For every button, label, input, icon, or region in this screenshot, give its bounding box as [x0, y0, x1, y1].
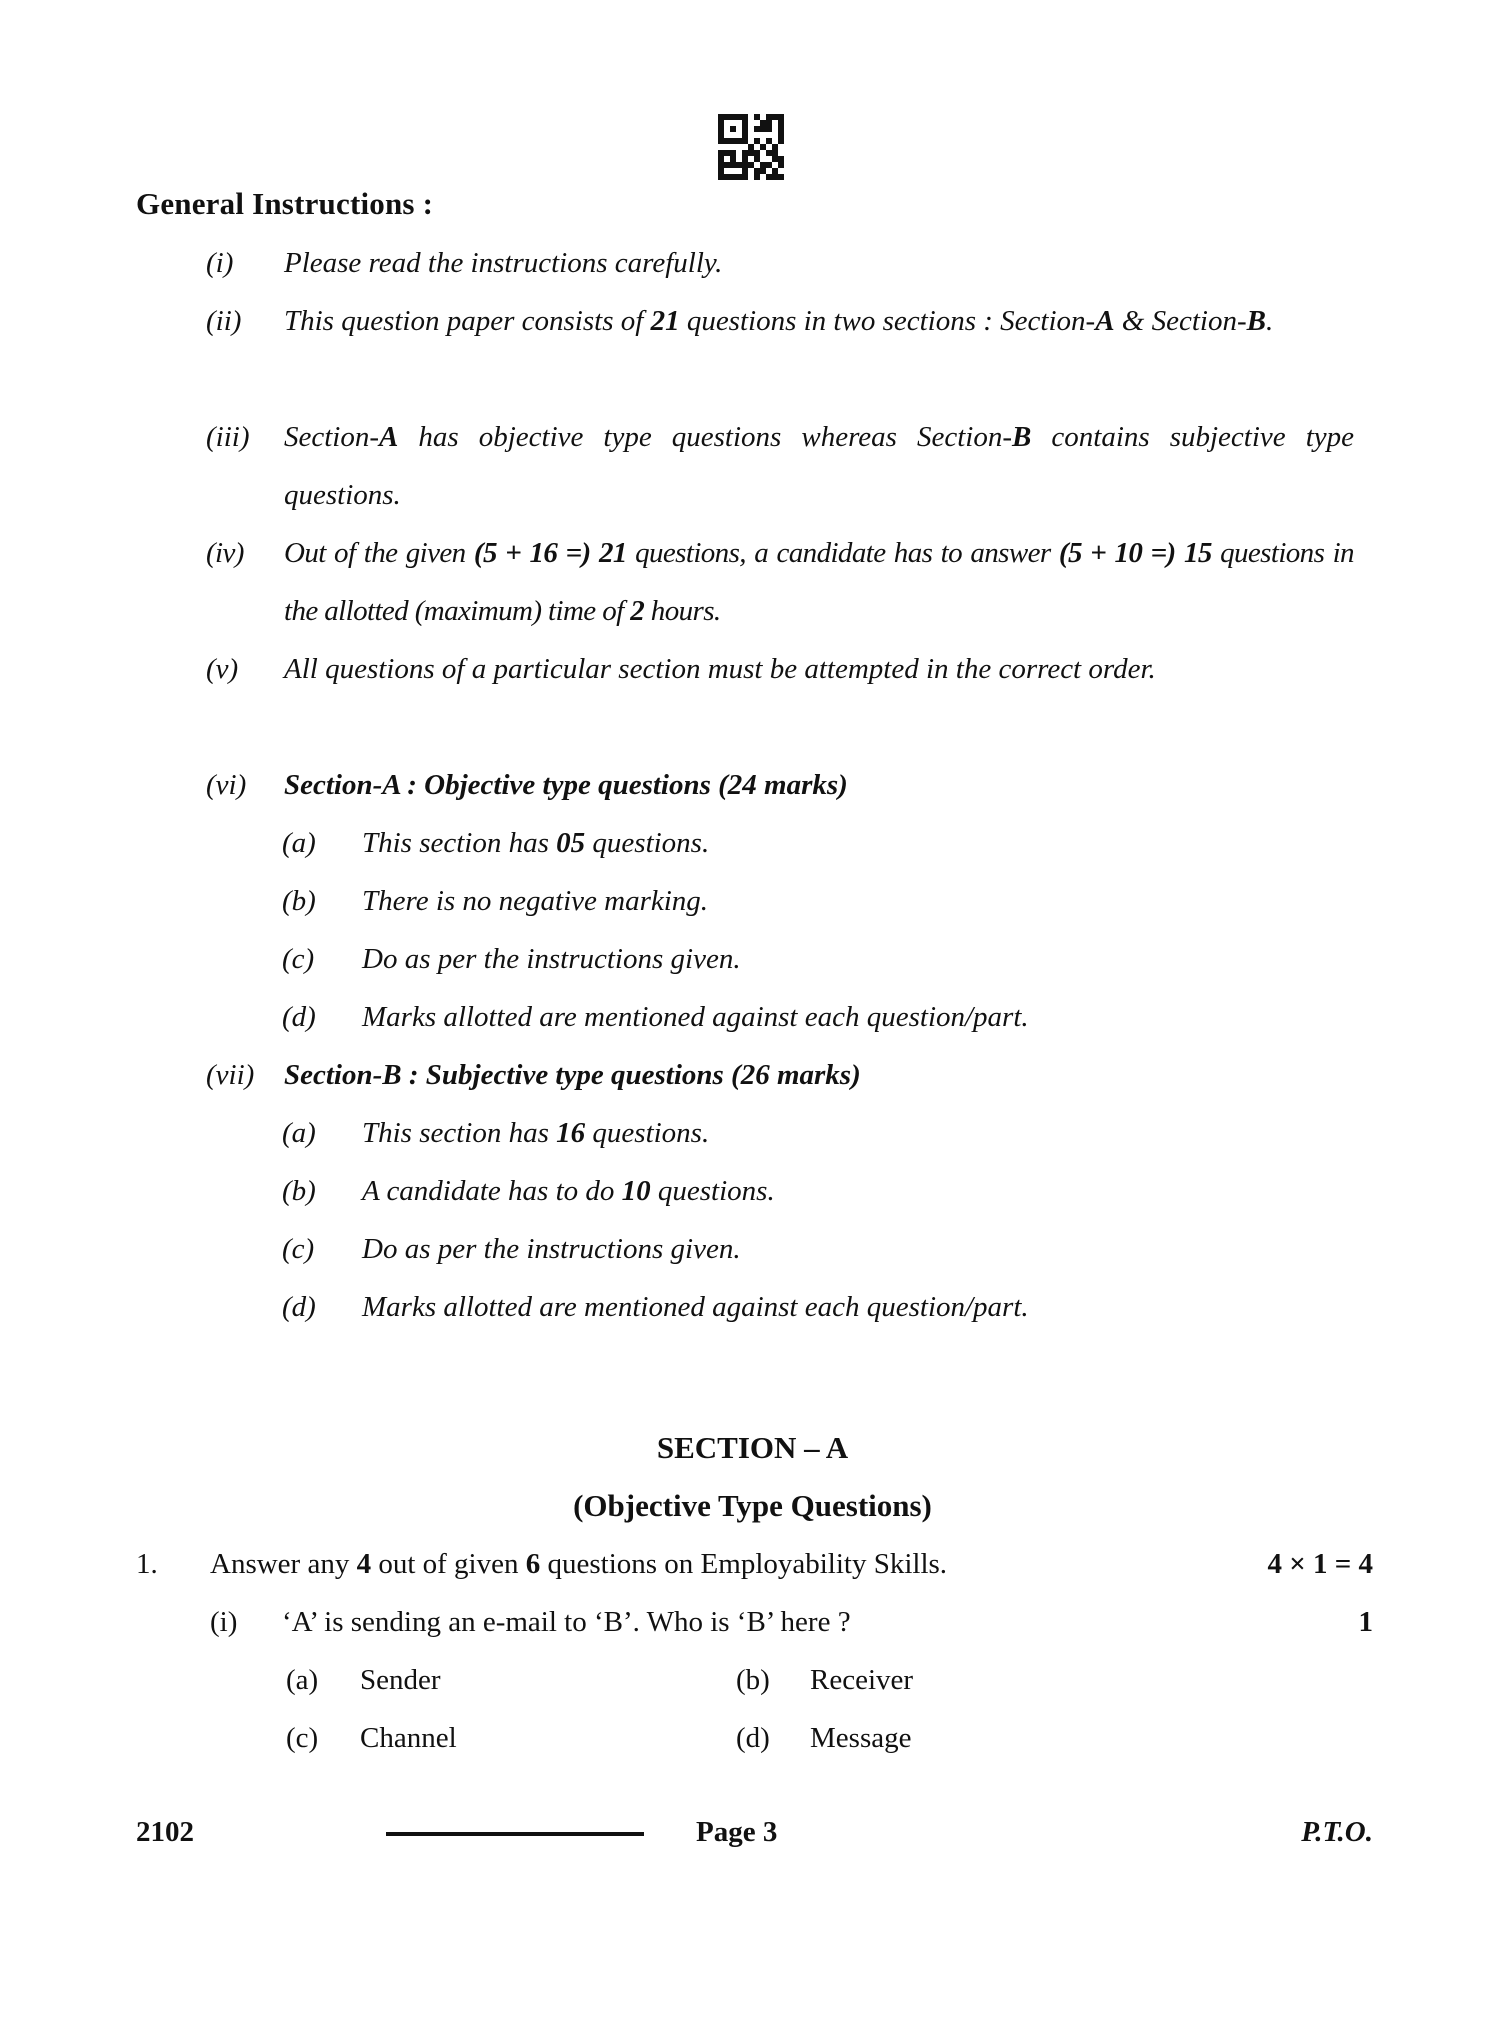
- instruction-text: All questions of a particular section must be attempted in the correct order.: [284, 653, 1156, 685]
- sub-text: A candidate has to do 10 questions.: [362, 1175, 775, 1207]
- section-subtitle: (Objective Type Questions): [573, 1488, 932, 1523]
- instruction-6: [206, 756, 1354, 814]
- sub-text: This section has 16 questions.: [362, 1117, 710, 1149]
- instruction-number: (iii): [206, 421, 250, 453]
- general-instructions-heading: General Instructions :: [136, 186, 434, 221]
- instruction-6b: [282, 872, 1282, 930]
- instruction-6d: [282, 988, 1282, 1046]
- question-marks: 4 × 1 = 4: [1267, 1548, 1373, 1580]
- footer-divider: [386, 1832, 644, 1836]
- option-d-label: (d): [736, 1722, 770, 1754]
- sub-text: This section has 05 questions.: [362, 827, 710, 859]
- instruction-3: [206, 408, 1354, 524]
- instruction-number: (i): [206, 247, 234, 279]
- option-b-label: (b): [736, 1664, 770, 1696]
- sub-text: There is no negative marking.: [362, 885, 709, 917]
- question-number: 1.: [136, 1548, 158, 1580]
- instruction-7a: [282, 1104, 1282, 1162]
- option-d-text: Message: [810, 1722, 912, 1754]
- instruction-7c: [282, 1220, 1282, 1278]
- sub-text: Do as per the instructions given.: [362, 943, 741, 975]
- option-c-text: Channel: [360, 1722, 457, 1754]
- sub-number: (b): [282, 1175, 316, 1207]
- instruction-text: Please read the instructions carefully.: [284, 247, 723, 279]
- question-text: Answer any 4 out of given 6 questions on Employability Skills.: [210, 1548, 948, 1580]
- instruction-text: Section-A has objective type questions whereas Section-B contains subjective type questions.: [284, 421, 1354, 511]
- section-b-heading: Section-B : Subjective type questions (26 marks): [284, 1059, 861, 1091]
- sub-text: Marks allotted are mentioned against each question/part.: [362, 1001, 1029, 1033]
- sub-number: (d): [282, 1001, 316, 1033]
- instruction-number: (vi): [206, 769, 247, 801]
- paper-code: 2102: [136, 1816, 194, 1848]
- sub-number: (c): [282, 943, 315, 975]
- instruction-number: (ii): [206, 305, 242, 337]
- instruction-number: (vii): [206, 1059, 255, 1091]
- section-a-heading: Section-A : Objective type questions (24 marks): [284, 769, 848, 801]
- subquestion-text: ‘A’ is sending an e-mail to ‘B’. Who is ‘B’ here ?: [282, 1606, 851, 1638]
- sub-number: (c): [282, 1233, 315, 1265]
- instruction-7: [206, 1046, 1354, 1104]
- sub-text: Do as per the instructions given.: [362, 1233, 741, 1265]
- sub-number: (a): [282, 827, 316, 859]
- instruction-5: [206, 640, 1354, 698]
- page-number: Page 3: [696, 1816, 778, 1848]
- qr-code-icon: [718, 114, 784, 180]
- sub-text: Marks allotted are mentioned against each question/part.: [362, 1291, 1029, 1323]
- instruction-1: [206, 234, 1354, 292]
- instruction-6a: [282, 814, 1282, 872]
- pto-label: P.T.O.: [1301, 1816, 1373, 1848]
- instruction-7b: [282, 1162, 1282, 1220]
- instruction-text: This question paper consists of 21 questions in two sections : Section-A & Section-B.: [284, 305, 1274, 337]
- subquestion-number: (i): [210, 1606, 238, 1638]
- option-a-label: (a): [286, 1664, 319, 1696]
- option-b-text: Receiver: [810, 1664, 914, 1696]
- instruction-7d: [282, 1278, 1282, 1336]
- instruction-text: Out of the given (5 + 16 =) 21 questions, a candidate has to answer (5 + 10 =) 15 questions in the allotted (maximum) time of 2 hours.: [284, 537, 1354, 627]
- section-title: SECTION – A: [656, 1430, 849, 1465]
- instruction-2: [206, 292, 1354, 350]
- option-a-text: Sender: [360, 1664, 441, 1696]
- instruction-number: (iv): [206, 537, 244, 569]
- instruction-4: [206, 524, 1354, 640]
- sub-number: (d): [282, 1291, 316, 1323]
- instruction-number: (v): [206, 653, 239, 685]
- subquestion-marks: 1: [1358, 1606, 1373, 1638]
- option-c-label: (c): [286, 1722, 319, 1754]
- instruction-6c: [282, 930, 1282, 988]
- sub-number: (a): [282, 1117, 316, 1149]
- sub-number: (b): [282, 885, 316, 917]
